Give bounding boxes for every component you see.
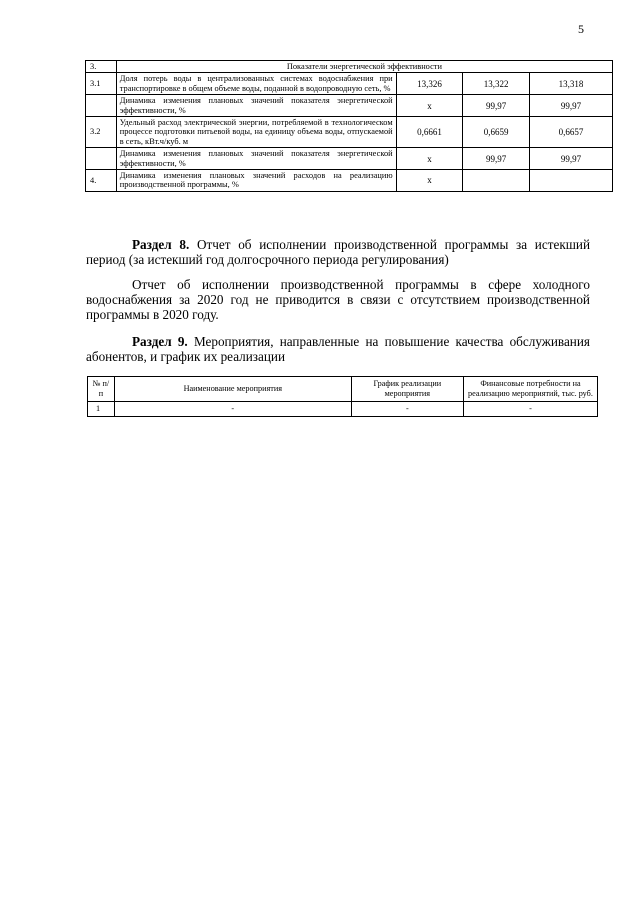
section8-heading <box>86 237 590 267</box>
value-cell: х <box>396 148 463 170</box>
value-cell: 0,6661 <box>396 117 463 148</box>
row-number <box>86 95 117 117</box>
value-cell: х <box>396 170 463 192</box>
value-cell: 13,326 <box>396 73 463 95</box>
row-number: 4. <box>86 170 117 192</box>
value-cell: 0,6657 <box>529 117 612 148</box>
table-header-row <box>88 377 598 402</box>
energy-efficiency-table <box>85 60 613 192</box>
row-number: 3.2 <box>86 117 117 148</box>
value-cell <box>529 170 612 192</box>
section9-label: Раздел 9. <box>132 334 188 349</box>
indicator-name: Удельный расход электрической энергии, потребляемой в технологическом процессе подготовки питьевой воды, на единицу объема воды, отпускаемой в сеть, кВт.ч/куб. м <box>116 117 396 148</box>
value-cell: 0,6659 <box>463 117 530 148</box>
measures-table <box>87 376 598 417</box>
section9-heading <box>86 334 590 364</box>
header-measure-name: Наименование мероприятия <box>114 377 351 402</box>
value-cell: 99,97 <box>463 148 530 170</box>
value-cell: 13,318 <box>529 73 612 95</box>
row-number: 3.1 <box>86 73 117 95</box>
measure-name-cell: - <box>114 401 351 416</box>
header-finance: Финансовые потребности на реализацию мероприятий, тыс. руб. <box>463 377 597 402</box>
value-cell: х <box>396 95 463 117</box>
indicator-name: Динамика изменения плановых значений показателя энергетической эффективности, % <box>116 95 396 117</box>
header-number: № п/п <box>88 377 115 402</box>
value-cell: 99,97 <box>463 95 530 117</box>
value-cell <box>463 170 530 192</box>
indicator-name: Динамика изменения плановых значений показателя энергетической эффективности, % <box>116 148 396 170</box>
table-row <box>88 401 598 416</box>
table-row <box>86 73 613 95</box>
table-section-row <box>86 61 613 73</box>
value-cell: 99,97 <box>529 148 612 170</box>
schedule-cell: - <box>351 401 463 416</box>
row-number: 1 <box>88 401 115 416</box>
table-row <box>86 95 613 117</box>
indicator-name: Доля потерь воды в централизованных системах водоснабжения при транспортировке в общем объеме воды, поданной в водопроводную сеть, % <box>116 73 396 95</box>
row-number <box>86 148 117 170</box>
table-row <box>86 170 613 192</box>
table-row <box>86 117 613 148</box>
value-cell: 13,322 <box>463 73 530 95</box>
section-number: 3. <box>86 61 117 73</box>
value-cell: 99,97 <box>529 95 612 117</box>
section-title: Показатели энергетической эффективности <box>116 61 612 73</box>
section8-body: Отчет об исполнении производственной программы в сфере холодного водоснабжения за 2020 год не приводится в связи с отсутствием производственной программы в 2020 году. <box>86 277 590 322</box>
table-row <box>86 148 613 170</box>
page-number: 5 <box>578 22 584 36</box>
indicator-name: Динамика изменения плановых значений расходов на реализацию производственной программы, % <box>116 170 396 192</box>
section8-label: Раздел 8. <box>132 237 190 252</box>
header-schedule: График реализации мероприятия <box>351 377 463 402</box>
section9-heading-text: Мероприятия, направленные на повышение качества обслуживания абонентов, и график их реализации <box>86 334 590 364</box>
finance-cell: - <box>463 401 597 416</box>
section8-heading-text: Отчет об исполнении производственной программы за истекший период (за истекший год долгосрочного периода регулирования) <box>86 237 591 267</box>
